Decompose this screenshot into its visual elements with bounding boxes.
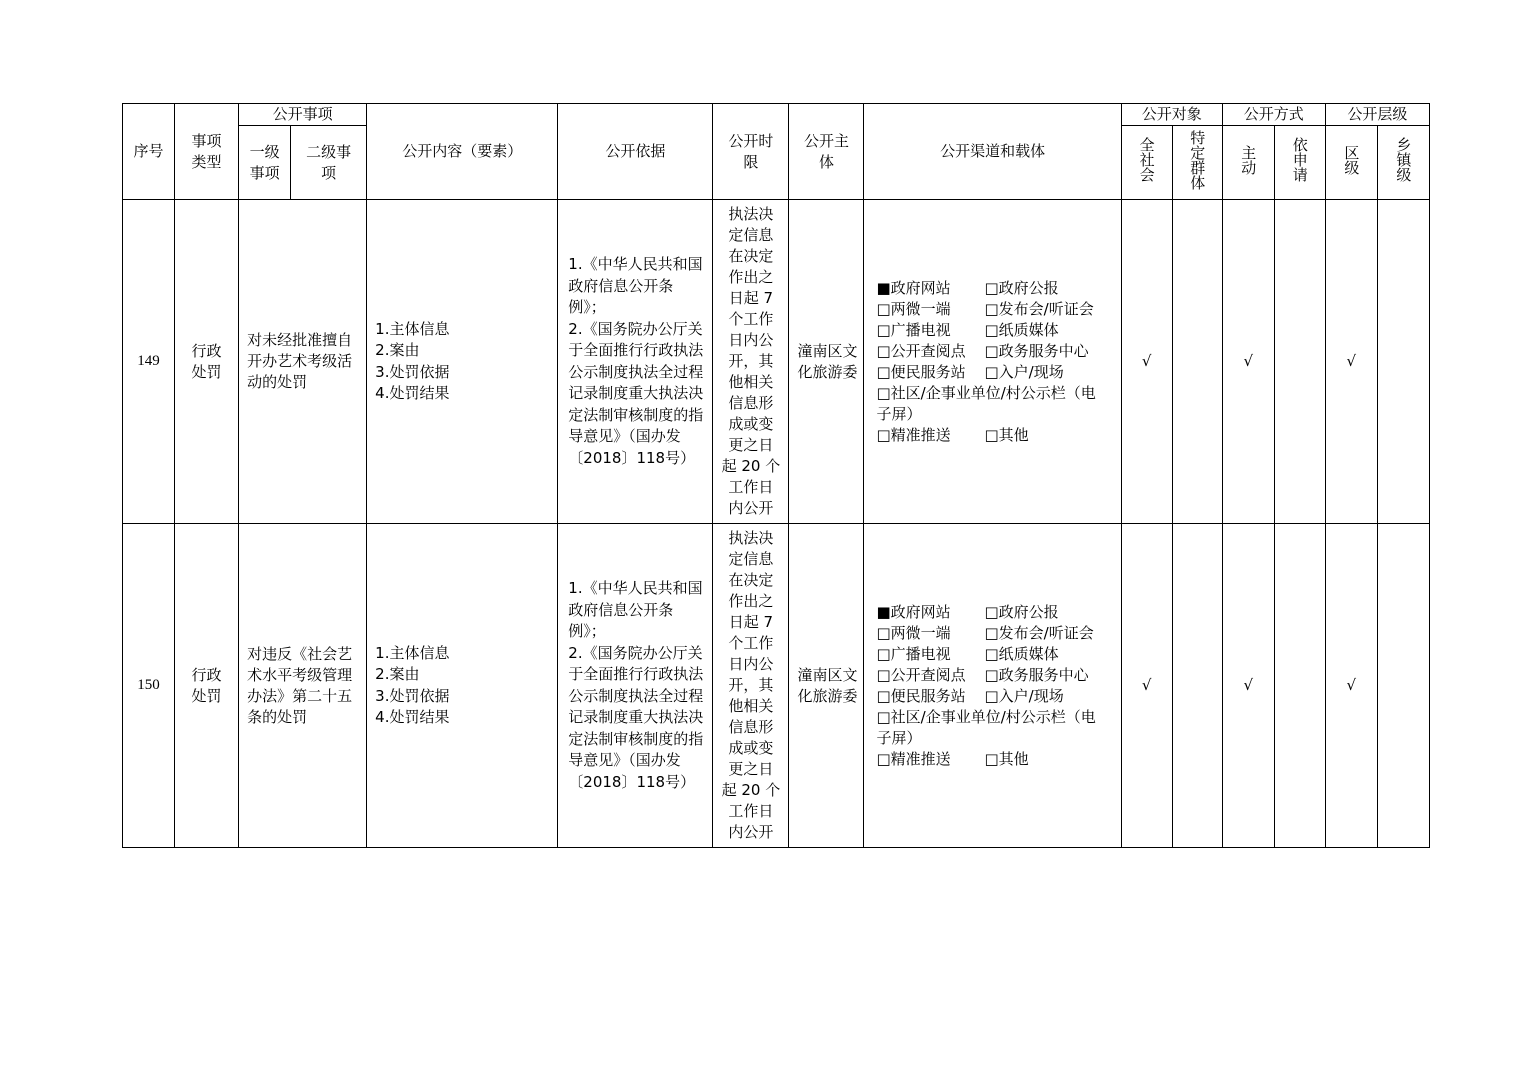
channel-line	[876, 320, 1110, 341]
row-mode-active: √	[1222, 524, 1274, 848]
row-mode-request	[1274, 200, 1325, 524]
table-row	[123, 200, 1430, 524]
channel-line	[876, 707, 1110, 749]
channel-item: □政务服务中心	[984, 341, 1089, 360]
basis-item: 2.《国务院办公厅关于全面推行行政执法公示制度执法全过程记录制度重大执法决定法制审核制度的指导意见》（国办发〔2018〕118号）	[568, 319, 704, 467]
basis-item: 1.《中华人民共和国政府信息公开条例》；	[568, 579, 703, 640]
channel-line	[876, 749, 1110, 770]
header-time-limit: 公开时限	[713, 104, 789, 200]
channel-line	[876, 665, 1110, 686]
row-channels	[864, 200, 1121, 524]
row-content	[367, 524, 558, 848]
header-level-district: 区级	[1325, 126, 1377, 200]
channel-line	[876, 299, 1110, 320]
header-subject: 公开主体	[789, 104, 864, 200]
channel-item: □发布会/听证会	[984, 299, 1094, 318]
table-row	[123, 524, 1430, 848]
channel-item: ■政府网站	[876, 602, 951, 621]
row-channels	[864, 524, 1121, 848]
channel-item: □其他	[984, 749, 1029, 768]
channel-item: □政府公报	[984, 278, 1059, 297]
row-basis	[558, 524, 713, 848]
channel-item: □两微一端	[876, 623, 951, 642]
row-audience-specific	[1172, 524, 1222, 848]
row-item	[239, 200, 367, 524]
basis-item: 1.《中华人民共和国政府信息公开条例》；	[568, 255, 703, 316]
channel-item: □其他	[984, 425, 1029, 444]
row-subject: 潼南区文化旅游委	[789, 200, 864, 524]
channel-item: □政务服务中心	[984, 665, 1089, 684]
row-level2: 对违反《社会艺术水平考级管理办法》第二十五条的处罚	[247, 644, 353, 726]
row-type: 行政处罚	[175, 524, 239, 848]
header-item-group: 公开事项	[239, 104, 367, 126]
row-level2: 对未经批准擅自开办艺术考级活动的处罚	[247, 331, 353, 391]
content-item: 2.案由	[375, 665, 420, 683]
header-type: 事项类型	[175, 104, 239, 200]
row-level-town	[1377, 524, 1429, 848]
row-mode-request	[1274, 524, 1325, 848]
channel-item: ■政府网站	[876, 278, 951, 297]
header-mode-active: 主动	[1222, 126, 1274, 200]
channel-line	[876, 686, 1110, 707]
row-subject: 潼南区文化旅游委	[789, 524, 864, 848]
content-item: 4.处罚结果	[375, 384, 450, 402]
row-content	[367, 200, 558, 524]
channel-item: □便民服务站	[876, 686, 966, 705]
row-mode-active: √	[1222, 200, 1274, 524]
header-basis: 公开依据	[558, 104, 713, 200]
row-seq: 150	[123, 524, 175, 848]
header-level-town: 乡镇级	[1377, 126, 1429, 200]
row-basis	[558, 200, 713, 524]
disclosure-table	[122, 103, 1430, 848]
channel-line	[876, 278, 1110, 299]
content-item: 3.处罚依据	[375, 686, 450, 705]
channel-line	[876, 362, 1110, 383]
channel-item: □政府公报	[984, 602, 1059, 621]
header-audience-group: 公开对象	[1121, 104, 1222, 126]
channel-line	[876, 341, 1110, 362]
content-item: 1.主体信息	[375, 319, 450, 338]
basis-item: 2.《国务院办公厅关于全面推行行政执法公示制度执法全过程记录制度重大执法决定法制审核制度的指导意见》（国办发〔2018〕118号）	[568, 643, 704, 791]
channel-item: □便民服务站	[876, 362, 966, 381]
row-audience-all: √	[1121, 200, 1172, 524]
channel-item: □公开查阅点	[876, 665, 966, 684]
header-audience-all: 全社会	[1121, 126, 1172, 200]
row-time-limit: 执法决定信息在决定作出之日起 7 个工作日内公开，其他相关信息形成或变更之日起 20 个工作日内公开	[713, 524, 789, 848]
header-mode-group: 公开方式	[1222, 104, 1325, 126]
row-level-district: √	[1325, 524, 1377, 848]
channel-item: □入户/现场	[984, 362, 1064, 381]
channel-item: □纸质媒体	[984, 320, 1059, 339]
row-seq: 149	[123, 200, 175, 524]
row-level-district: √	[1325, 200, 1377, 524]
row-level-town	[1377, 200, 1429, 524]
row-audience-specific	[1172, 200, 1222, 524]
channel-item: □社区/企事业单位/村公示栏（电子屏）	[876, 383, 1096, 423]
channel-item: □广播电视	[876, 644, 951, 663]
row-type: 行政处罚	[175, 200, 239, 524]
header-level1: 一级事项	[239, 126, 291, 200]
content-item: 3.处罚依据	[375, 362, 450, 381]
channel-item: □公开查阅点	[876, 341, 966, 360]
header-content: 公开内容（要素）	[367, 104, 558, 200]
channel-line	[876, 602, 1110, 623]
header-row-1	[123, 104, 1430, 126]
channel-line	[876, 623, 1110, 644]
row-time-limit: 执法决定信息在决定作出之日起 7 个工作日内公开，其他相关信息形成或变更之日起 20 个工作日内公开	[713, 200, 789, 524]
channel-line	[876, 425, 1110, 446]
row-audience-all: √	[1121, 524, 1172, 848]
row-item	[239, 524, 367, 848]
channel-item: □社区/企事业单位/村公示栏（电子屏）	[876, 707, 1096, 747]
channel-line	[876, 383, 1110, 425]
header-level2: 二级事项	[291, 126, 367, 200]
channel-item: □精准推送	[876, 425, 951, 444]
channel-item: □纸质媒体	[984, 644, 1059, 663]
header-mode-request: 依申请	[1274, 126, 1325, 200]
channel-item: □两微一端	[876, 299, 951, 318]
header-level-group: 公开层级	[1325, 104, 1429, 126]
content-item: 1.主体信息	[375, 643, 450, 662]
content-item: 4.处罚结果	[375, 708, 450, 726]
header-seq: 序号	[123, 104, 175, 200]
channel-item: □发布会/听证会	[984, 623, 1094, 642]
channel-item: □广播电视	[876, 320, 951, 339]
header-audience-specific: 特定群体	[1172, 126, 1222, 200]
channel-item: □入户/现场	[984, 686, 1064, 705]
channel-item: □精准推送	[876, 749, 951, 768]
channel-line	[876, 644, 1110, 665]
header-channel: 公开渠道和载体	[864, 104, 1121, 200]
content-item: 2.案由	[375, 341, 420, 359]
